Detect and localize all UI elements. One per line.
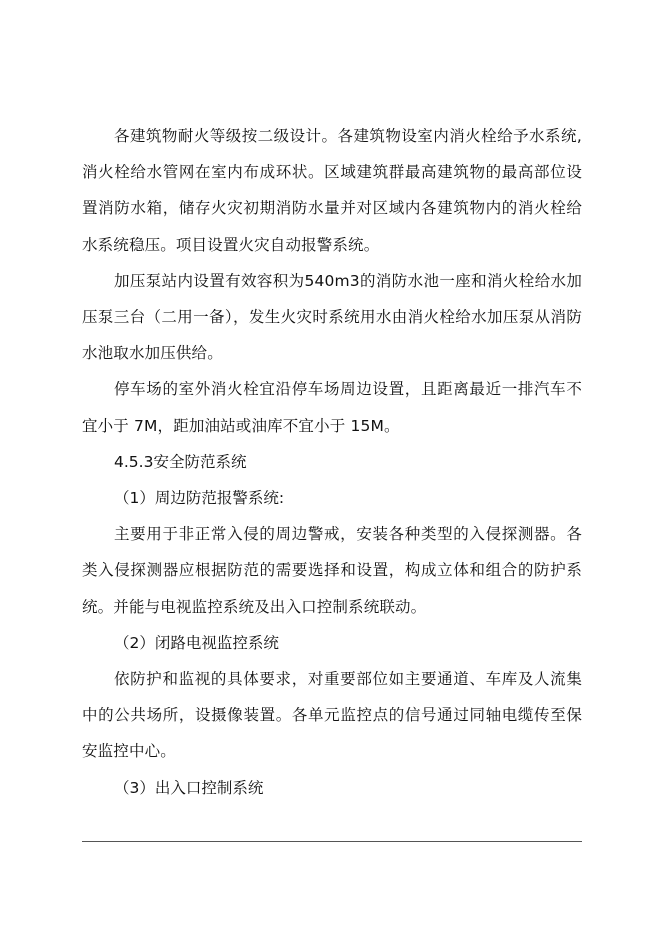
section-heading-security: 4.5.3安全防范系统: [114, 452, 247, 471]
subheading-perimeter-alarm: （1）周边防范报警系统:: [114, 489, 285, 508]
subheading-cctv: （2）闭路电视监控系统: [114, 633, 279, 652]
paragraph-fire-rating: 各建筑物耐火等级按二级设计。各建筑物设室内消火栓给予水系统,消火栓给水管网在室内布成环状。区域建筑群最高建筑物的最高部位设置消防水箱，储存火灾初期消防水量并对区域内各建筑物内的消火栓给水系统稳压。项目设置火灾自动报警系统。: [82, 127, 582, 254]
document-body: [82, 118, 582, 806]
paragraph-cctv: 依防护和监视的具体要求，对重要部位如主要通道、车库及人流集中的公共场所，设摄像装置。各单元监控点的信号通过同轴电缆传至保安监控中心。: [82, 670, 582, 761]
footer-divider: [82, 841, 582, 842]
paragraph-pump-station: 加压泵站内设置有效容积为540m3的消防水池一座和消火栓给水加压泵三台（二用一备），发生火灾时系统用水由消火栓给水加压泵从消防水池取水加压供给。: [82, 271, 582, 363]
paragraph-parking-hydrant: 停车场的室外消火栓宜沿停车场周边设置，且距离最近一排汽车不宜小于 7M，距加油站或油库不宜小于 15M。: [82, 380, 582, 435]
paragraph-perimeter-alarm: 主要用于非正常入侵的周边警戒，安装各种类型的入侵探测器。各类入侵探测器应根据防范的需要选择和设置，构成立体和组合的防护系统。并能与电视监控系统及出入口控制系统联动。: [82, 525, 582, 616]
subheading-access-control: （3）出入口控制系统: [114, 778, 264, 797]
